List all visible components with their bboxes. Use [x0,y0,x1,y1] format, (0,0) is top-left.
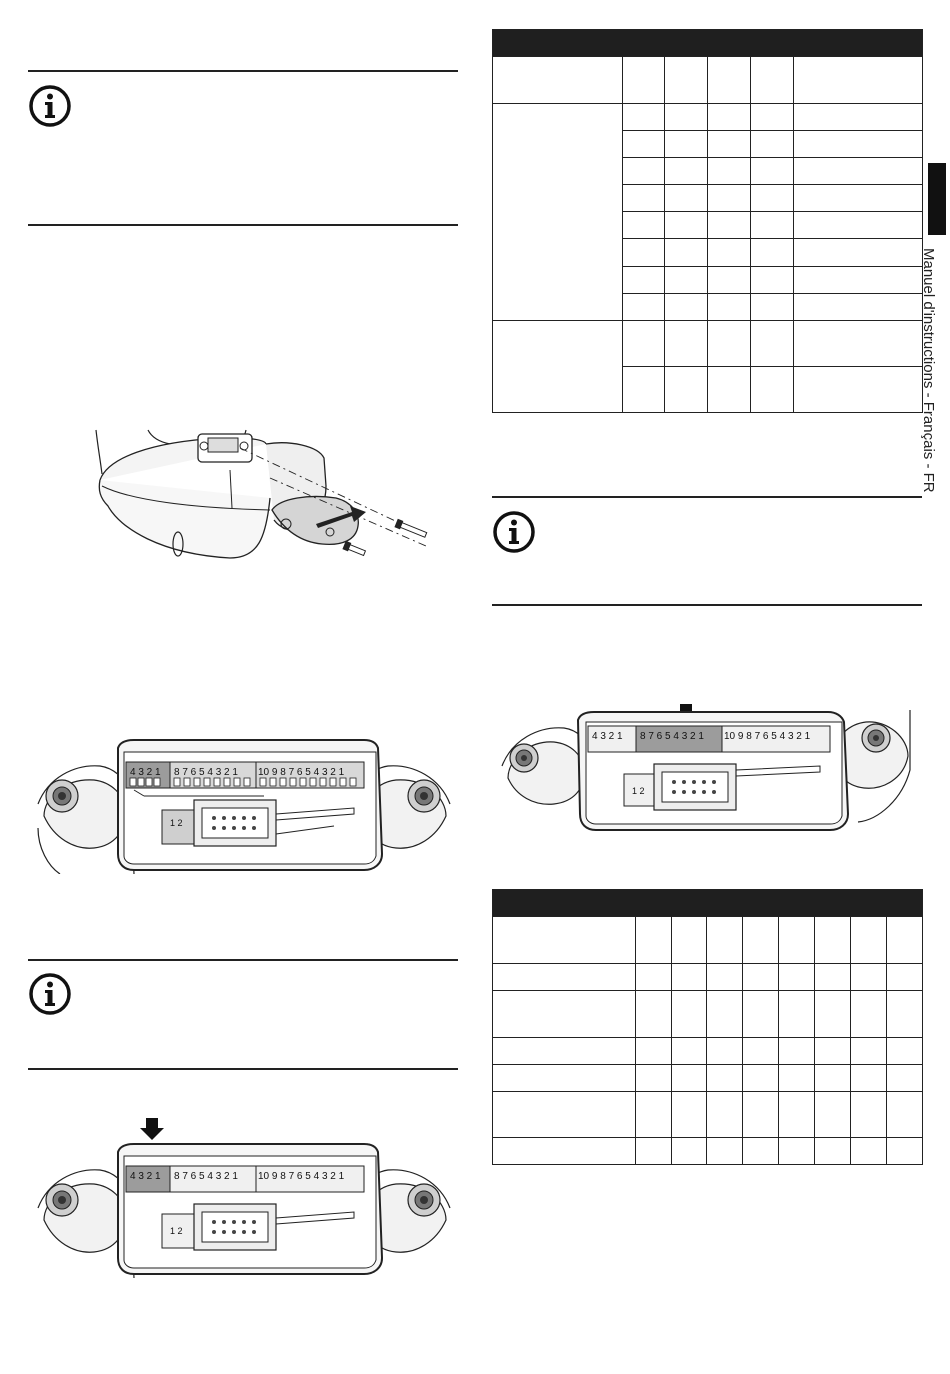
side-tab-marker [928,163,946,235]
svg-text:8 7 6 5 4 3 2 1: 8 7 6 5 4 3 2 1 [174,767,238,778]
svg-text:4 3 2 1: 4 3 2 1 [592,731,623,742]
rule-right-1 [492,496,922,498]
svg-text:1 2: 1 2 [632,786,645,796]
info-icon [28,84,72,128]
info-icon [28,972,72,1016]
table-row [493,1064,923,1091]
dip-switch-board-figure-1 [34,738,454,874]
svg-text:4 3 2 1: 4 3 2 1 [130,1171,161,1182]
table-row [493,57,923,104]
svg-text:4 3 2 1: 4 3 2 1 [130,767,161,778]
camera-cover-removal-illustration [90,428,450,568]
rule-mid-left-1 [28,959,458,961]
table-row [493,104,923,131]
table-row [493,1137,923,1164]
table-row [493,320,923,366]
table-row [493,1091,923,1137]
rule-mid-left-2 [28,1068,458,1070]
rule-right-2 [492,604,922,606]
table-row [493,991,923,1037]
rule-top-left-2 [28,224,458,226]
side-label: Manuel d'instructions - Français - FR [920,248,937,493]
svg-text:1 2: 1 2 [170,1226,183,1236]
table-row [493,964,923,991]
table-2-header [493,890,923,917]
svg-text:8 7 6 5 4 3 2 1: 8 7 6 5 4 3 2 1 [640,731,704,742]
svg-text:8 7 6 5 4 3 2 1: 8 7 6 5 4 3 2 1 [174,1171,238,1182]
svg-text:10 9 8 7 6 5 4 3 2 1: 10 9 8 7 6 5 4 3 2 1 [258,1171,345,1182]
info-icon [492,510,536,554]
table-1-header [493,30,923,57]
svg-text:1 2: 1 2 [170,818,183,828]
table-2 [492,889,923,1165]
table-row [493,1037,923,1064]
svg-text:10 9 8 7 6 5 4 3 2 1: 10 9 8 7 6 5 4 3 2 1 [724,731,811,742]
svg-text:10 9 8 7 6 5 4 3 2 1: 10 9 8 7 6 5 4 3 2 1 [258,767,345,778]
table-1 [492,29,923,413]
dip-switch-board-figure-3 [498,702,918,836]
table-row [493,917,923,964]
rule-top-left-1 [28,70,458,72]
dip-switch-board-figure-2 [34,1116,454,1278]
